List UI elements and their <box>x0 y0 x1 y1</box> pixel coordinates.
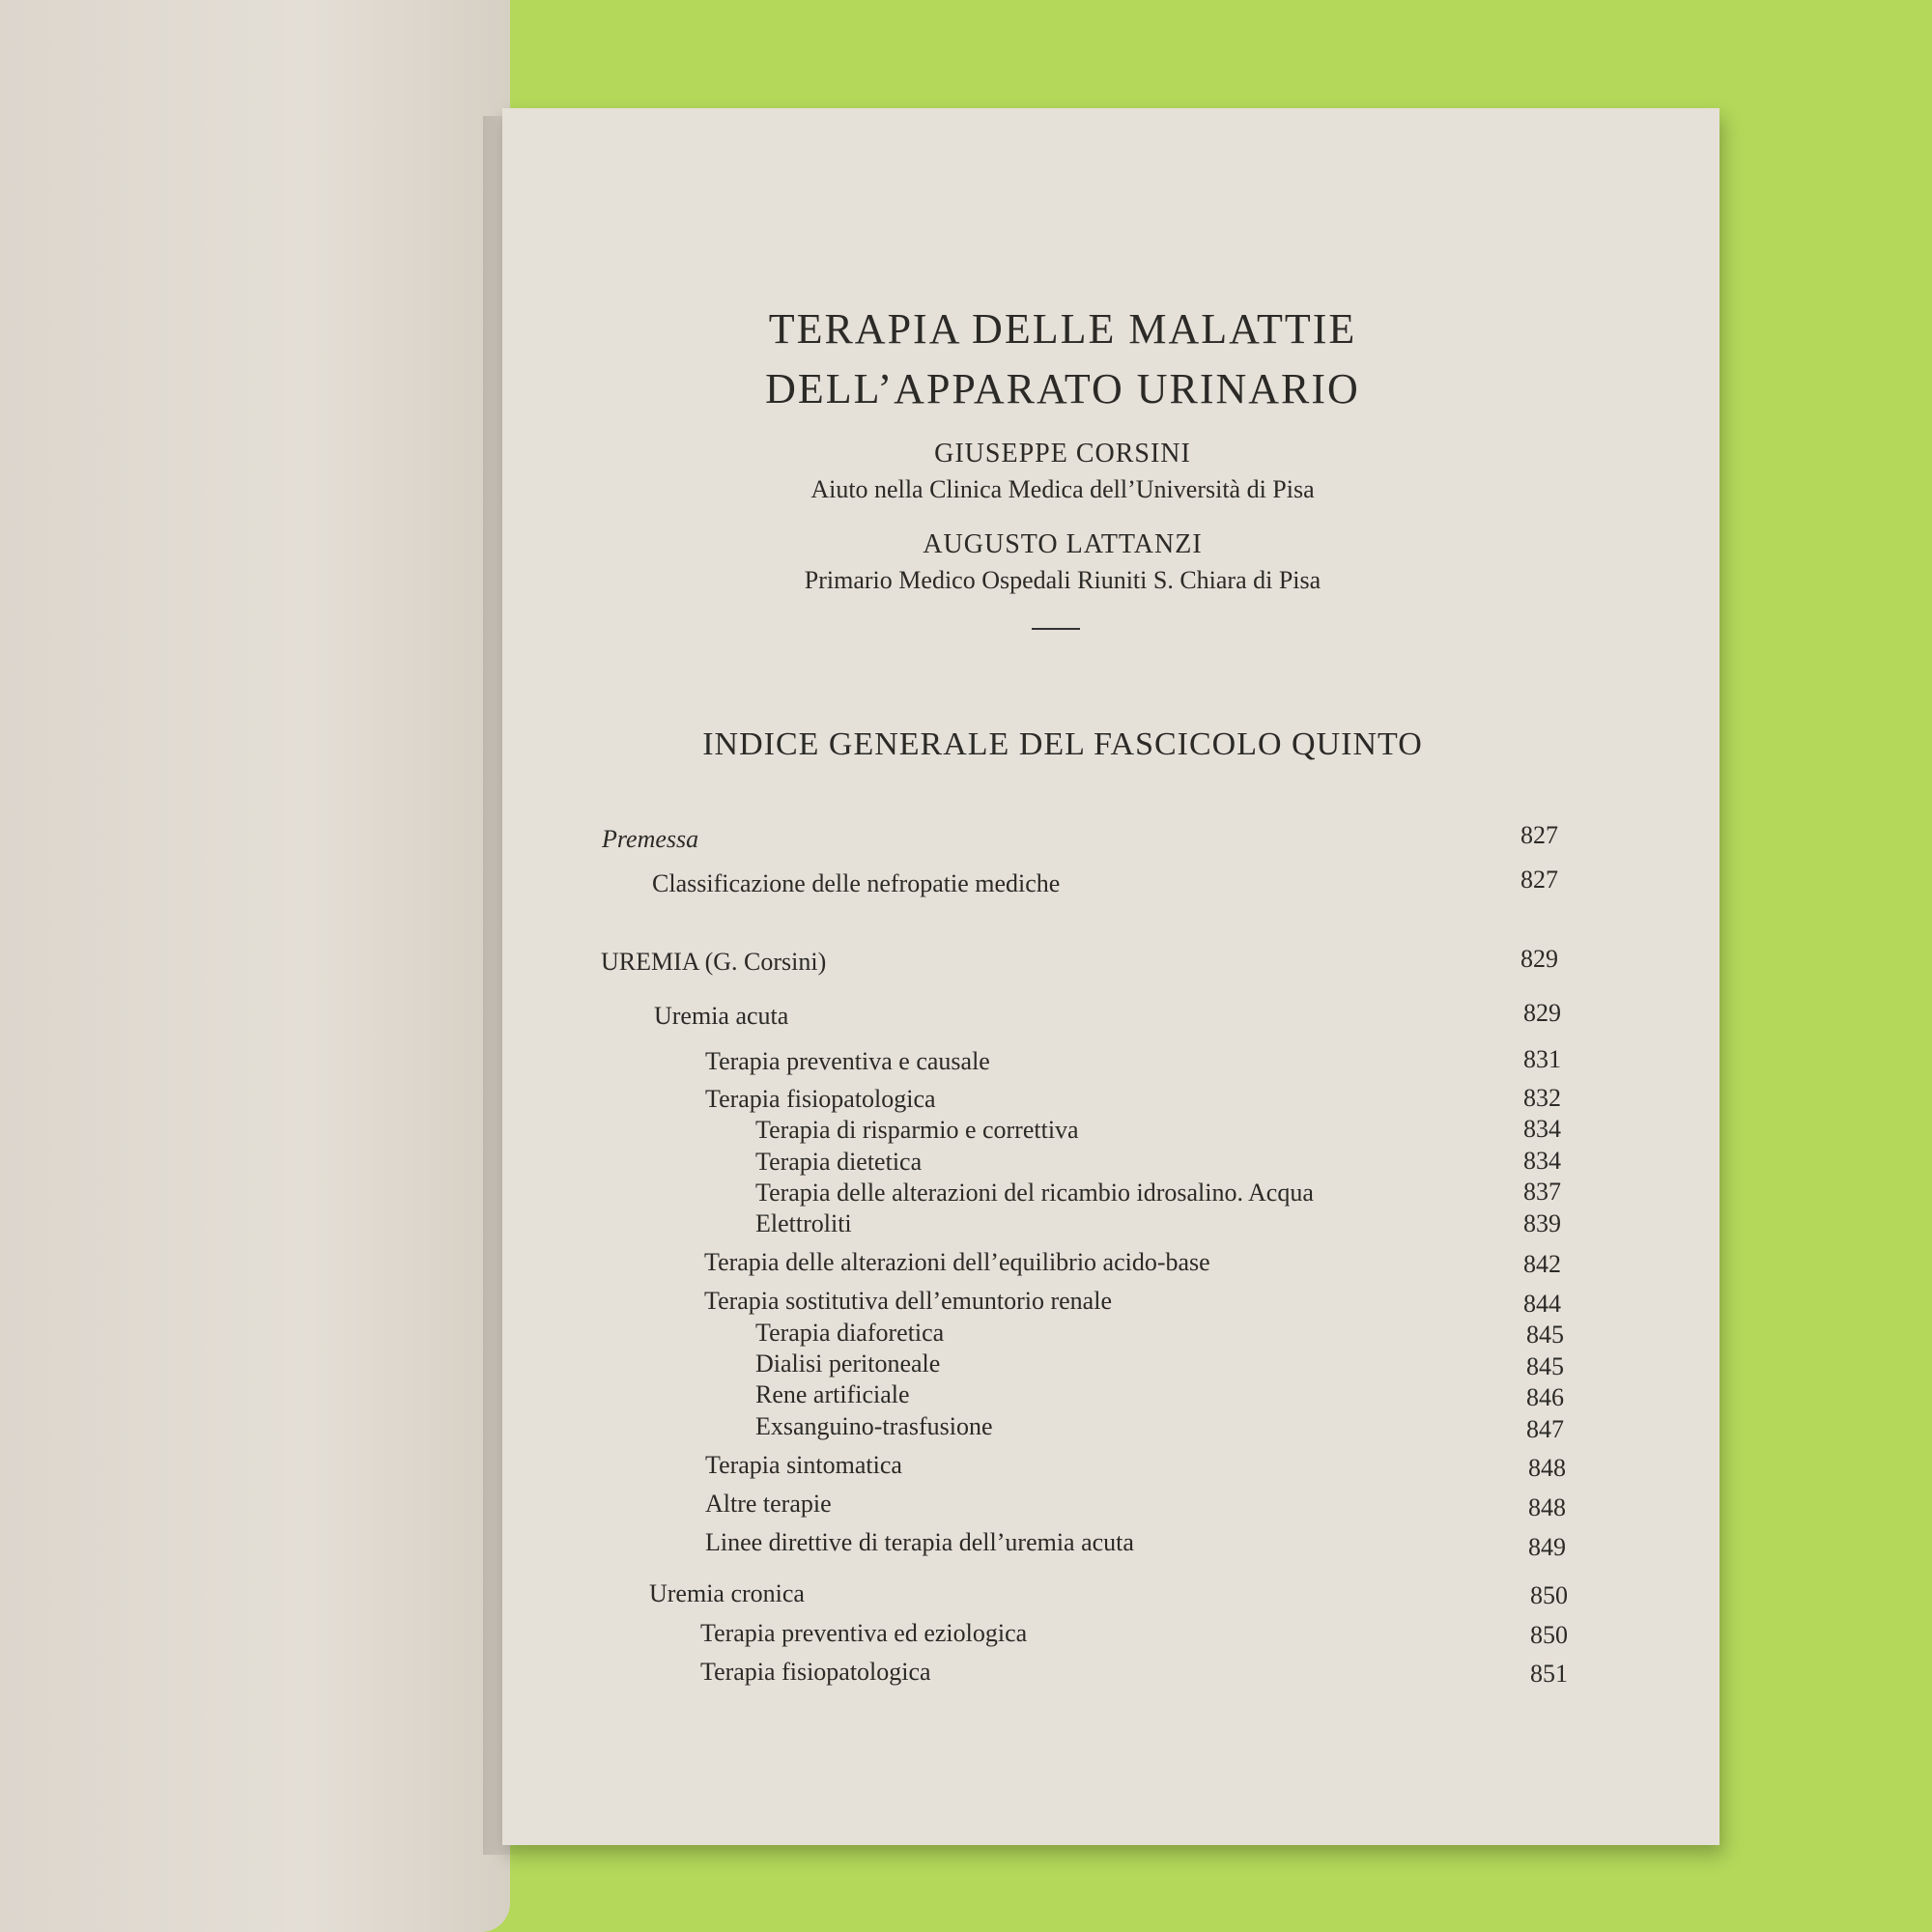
toc-entry-label: Rene artificiale <box>755 1380 910 1408</box>
toc-entry-page: 845 <box>1526 1352 1564 1380</box>
book-title <box>502 299 1623 419</box>
toc-entry-page: 846 <box>1526 1383 1564 1411</box>
toc-entry-label: Exsanguino-trasfusione <box>755 1412 993 1440</box>
toc-entry-label: Terapia delle alterazioni del ricambio idrosalino. Acqua <box>755 1179 1314 1207</box>
toc-entry-page: 851 <box>1530 1660 1568 1688</box>
author1-affiliation: Aiuto nella Clinica Medica dell’Università di Pisa <box>810 475 1315 503</box>
author2-affiliation: Primario Medico Ospedali Riuniti S. Chiara di Pisa <box>804 566 1321 594</box>
toc-entry-label: Uremia acuta <box>654 1002 789 1030</box>
toc-entry-label: Dialisi peritoneale <box>755 1350 941 1378</box>
toc-entry-label: Terapia diaforetica <box>755 1319 945 1347</box>
toc-entry-page: 842 <box>1523 1250 1561 1278</box>
toc-entry-label: Elettroliti <box>755 1209 852 1237</box>
toc-entry-label <box>601 948 826 977</box>
toc-entry-page: 848 <box>1528 1493 1566 1521</box>
book-title-line1: TERAPIA DELLE MALATTIE <box>768 305 1357 353</box>
separator-rule <box>1032 628 1080 630</box>
toc-entry-label: Altre terapie <box>705 1490 832 1518</box>
toc-entry-page: 837 <box>1523 1178 1561 1206</box>
toc-entry-page: 848 <box>1528 1454 1566 1482</box>
toc-entry-page: 839 <box>1523 1209 1561 1237</box>
toc-entry-label: Terapia fisiopatologica <box>705 1085 936 1113</box>
index-title: INDICE GENERALE DEL FASCICOLO QUINTO <box>702 726 1423 762</box>
toc-entry-label: Linee direttive di terapia dell’uremia acuta <box>705 1528 1134 1556</box>
toc-entry-label: Premessa <box>602 825 699 853</box>
toc-entry-label: Terapia sintomatica <box>705 1451 902 1479</box>
toc-entry-label: Terapia preventiva e causale <box>705 1047 990 1075</box>
toc-entry-label: Terapia preventiva ed eziologica <box>700 1619 1028 1647</box>
toc-entry-page: 834 <box>1523 1115 1561 1143</box>
toc-entry-page: 834 <box>1523 1147 1561 1175</box>
author1-name: GIUSEPPE CORSINI <box>934 439 1191 469</box>
toc-entry-page: 849 <box>1528 1533 1566 1561</box>
author2-name: AUGUSTO LATTANZI <box>923 529 1203 559</box>
toc-entry-label: Terapia sostitutiva dell’emuntorio renale <box>704 1287 1112 1315</box>
toc-entry-page: 844 <box>1523 1290 1561 1318</box>
toc-entry-label: Uremia cronica <box>649 1579 805 1607</box>
toc-entry-label: Classificazione delle nefropatie mediche <box>652 869 1061 897</box>
toc-entry-label: Terapia dietetica <box>755 1148 923 1176</box>
toc-entry-label: Terapia di risparmio e correttiva <box>755 1116 1079 1144</box>
toc-entry-page: 827 <box>1520 866 1558 894</box>
toc-entry-page: 827 <box>1520 821 1558 849</box>
toc-entry-label: Terapia fisiopatologica <box>700 1658 931 1686</box>
toc-entry-page: 832 <box>1523 1084 1561 1112</box>
toc-entry-page: 850 <box>1530 1581 1568 1609</box>
right-page <box>502 108 1719 1845</box>
toc-entry-page: 829 <box>1520 945 1558 973</box>
toc-entry-page: 831 <box>1523 1045 1561 1073</box>
toc-entry-page: 850 <box>1530 1621 1568 1649</box>
toc-entry-page: 845 <box>1526 1321 1564 1349</box>
book-title-line2: DELL’APPARATO URINARIO <box>765 365 1360 412</box>
toc-entry-label: Terapia delle alterazioni dell’equilibrio acido-base <box>704 1248 1210 1276</box>
toc-entry-page: 847 <box>1526 1415 1564 1443</box>
toc-entry-page: 829 <box>1523 999 1561 1027</box>
toc-entry-uremia-text: UREMIA (G. Corsini) <box>601 948 827 976</box>
left-blank-page <box>0 0 510 1932</box>
